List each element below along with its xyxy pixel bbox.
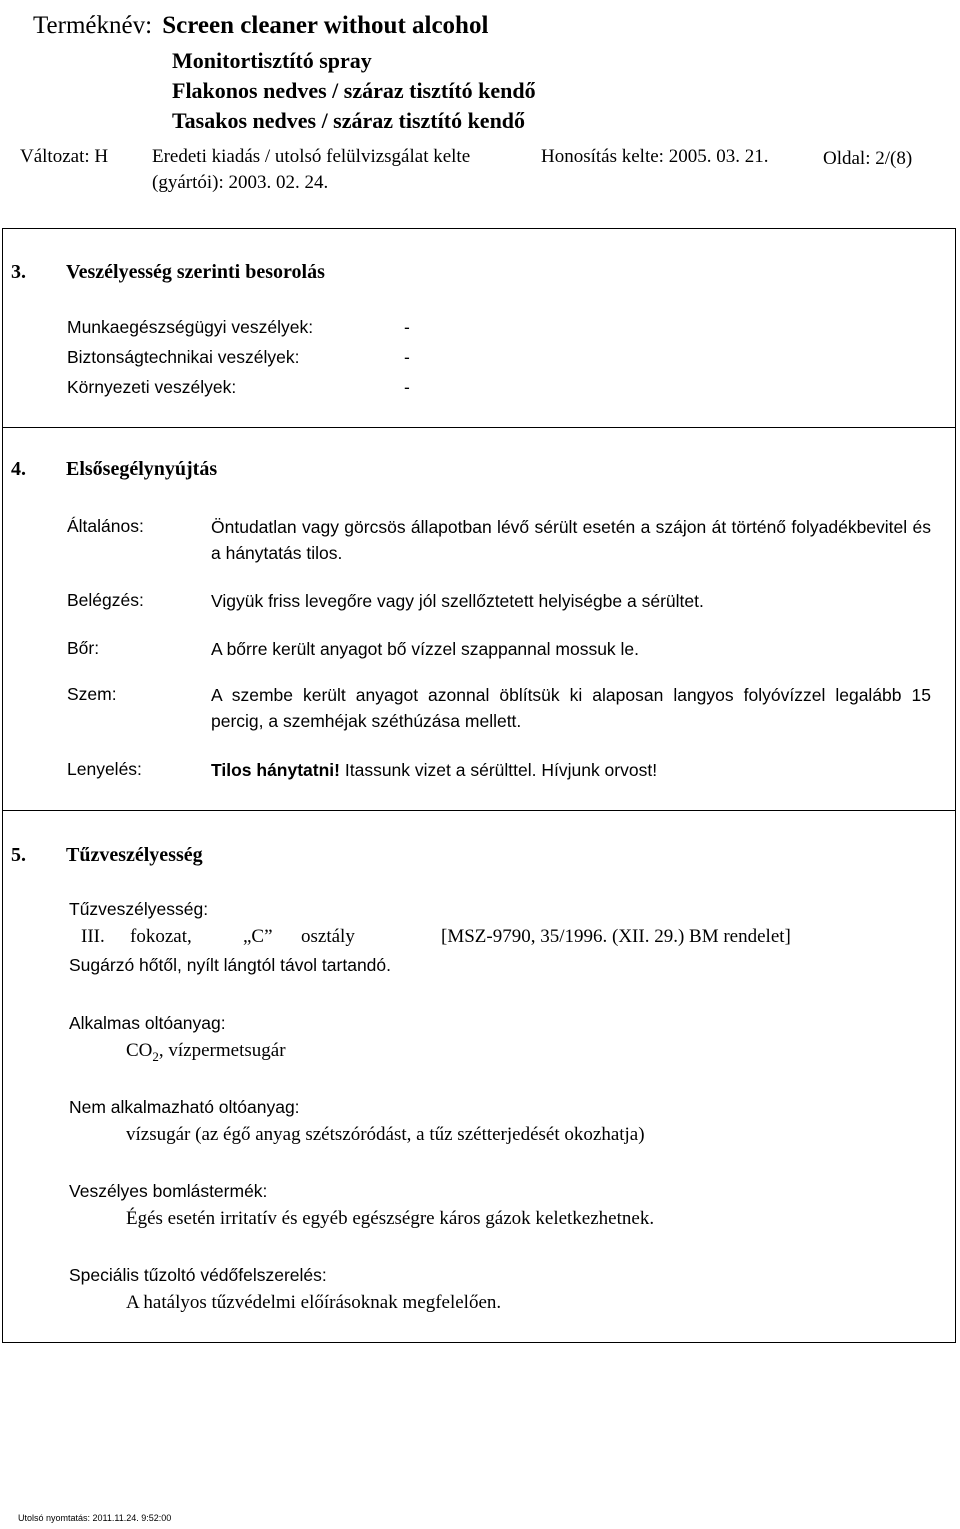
section-5-number: 5. — [11, 844, 26, 866]
ingestion-warning: Tilos hánytatni! — [211, 760, 340, 780]
decomposition-text: Égés esetén irritatív és egyéb egészségre káros gázok keletkezhetnek. — [126, 1208, 655, 1229]
product-subtitle-3: Tasakos nedves / száraz tisztító kendő — [172, 108, 526, 133]
fire-safety-note: Sugárzó hőtől, nyílt lángtól távol tartandó. — [69, 955, 392, 975]
section-4-title: Elsősegélynyújtás — [66, 458, 218, 480]
co2-base: CO — [126, 1040, 153, 1061]
fire-hazard-label: Tűzveszélyesség: — [69, 899, 209, 919]
fire-class-letter: „C” — [243, 926, 273, 947]
last-printed: Utolsó nyomtatás: 2011.11.24. 9:52:00 — [18, 1513, 172, 1523]
suitable-rest: , vízpermetsugár — [158, 1040, 286, 1061]
hazard-row-label: Környezeti veszélyek: — [67, 377, 237, 397]
product-label: Terméknév: — [33, 12, 153, 39]
first-aid-inhalation-label: Belégzés: — [67, 590, 144, 610]
section-hazard-classification — [2, 228, 956, 428]
first-aid-skin-text: A bőrre került anyagot bő vízzel szappannal mossuk le. — [211, 639, 640, 659]
protective-equipment-text: A hatályos tűzvédelmi előírásoknak megfelelően. — [126, 1292, 502, 1313]
suitable-extinguisher-label: Alkalmas oltóanyag: — [69, 1013, 226, 1033]
product-name-line — [33, 12, 488, 40]
product-subtitle-1: Monitortisztító spray — [172, 48, 372, 73]
approval-date: Honosítás kelte: 2005. 03. 21. — [541, 146, 769, 167]
hazard-row-label: Munkaegészségügyi veszélyek: — [67, 317, 314, 337]
hazard-row-value: - — [404, 317, 410, 337]
decomposition-label: Veszélyes bomlástermék: — [69, 1181, 268, 1201]
hazard-row-value: - — [404, 377, 410, 397]
first-aid-eye-label: Szem: — [67, 684, 117, 704]
first-aid-general-label: Általános: — [67, 516, 144, 536]
fire-class-word: osztály — [301, 926, 355, 947]
product-subtitle-2: Flakonos nedves / száraz tisztító kendő — [172, 78, 536, 103]
first-aid-eye-text: A szembe került anyagot azonnal öblítsük ki alaposan langyos folyóvízzel legalább 15 percig, a szemhéjak széthúzása mellett. — [211, 685, 931, 731]
first-aid-ingestion-label: Lenyelés: — [67, 759, 142, 779]
section-fire-hazard — [2, 810, 956, 1343]
section-4-number: 4. — [11, 458, 26, 480]
first-aid-general-text: Öntudatlan vagy görcsös állapotban lévő sérült esetén a szájon át történő folyadékbevitel és a hánytatás tilos. — [211, 517, 931, 563]
version-label: Változat: H — [20, 146, 109, 167]
co2-subscript: 2 — [152, 1048, 159, 1064]
product-name: Screen cleaner without alcohol — [162, 12, 489, 39]
issue-date-line-2: (gyártói): 2003. 02. 24. — [152, 172, 329, 193]
section-3-number: 3. — [11, 261, 26, 283]
fire-class-level: fokozat, — [130, 926, 192, 947]
ingestion-instructions: Itassunk vizet a sérülttel. Hívjunk orvost! — [340, 760, 658, 780]
hazard-row-label: Biztonságtechnikai veszélyek: — [67, 347, 300, 367]
section-first-aid — [2, 427, 956, 811]
page-number: Oldal: 2/(8) — [823, 148, 913, 169]
fire-class-regulation: [MSZ-9790, 35/1996. (XII. 29.) BM rendelet] — [441, 926, 791, 947]
unsuitable-extinguisher-label: Nem alkalmazható oltóanyag: — [69, 1097, 300, 1117]
suitable-extinguisher-text — [126, 1040, 286, 1065]
first-aid-skin-label: Bőr: — [67, 638, 100, 658]
section-5-title: Tűzveszélyesség — [66, 844, 203, 866]
first-aid-inhalation-text: Vigyük friss levegőre vagy jól szellőztetett helyiségbe a sérültet. — [211, 591, 704, 611]
section-3-title: Veszélyesség szerinti besorolás — [66, 261, 325, 283]
fire-class-grade: III. — [81, 926, 105, 947]
protective-equipment-label: Speciális tűzoltó védőfelszerelés: — [69, 1265, 327, 1285]
unsuitable-extinguisher-text: vízsugár (az égő anyag szétszóródást, a tűz szétterjedését okozhatja) — [126, 1124, 645, 1145]
hazard-row-value: - — [404, 347, 410, 367]
first-aid-ingestion-text — [211, 757, 931, 783]
issue-date-line-1: Eredeti kiadás / utolsó felülvizsgálat kelte — [152, 146, 471, 167]
